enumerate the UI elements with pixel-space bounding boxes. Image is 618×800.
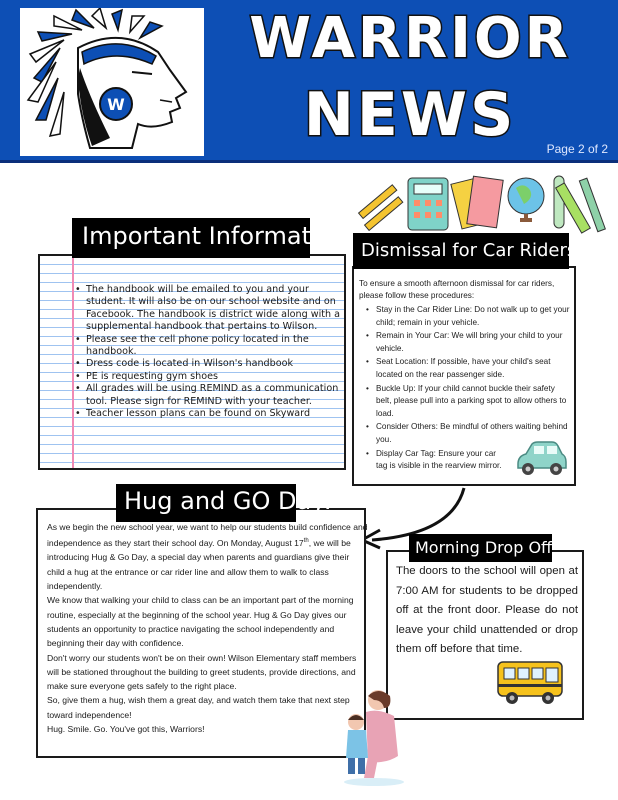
svg-text:W: W [107, 95, 125, 114]
warrior-head-icon [20, 8, 204, 156]
list-item: • Consider Others: Be mindful of others waiting behind you. [376, 421, 572, 446]
parent-child-hug-icon [338, 686, 410, 786]
school-bus-icon [494, 656, 566, 708]
school-supplies-illustration [348, 168, 610, 240]
list-item: • Remain in Your Car: We will bring your child to your vehicle. [376, 330, 572, 355]
calculator-icon [408, 178, 448, 230]
hug-and-go-text [47, 520, 369, 736]
dismissal-box [352, 266, 576, 486]
hug-paragraph-5: Hug. Smile. Go. You've got this, Warriors! [47, 724, 205, 735]
important-information-title: Important Information [72, 218, 310, 258]
hug-paragraph-1: As we begin the new school year, we want to help our students build confidence and independence as they start their school day. On Monday, August 17th, we will be introducing Hug & Go Day, a special day when parents and guardians give their child a hug at the entrance or car rider line and allow them to walk to class independently. [47, 522, 368, 592]
newsletter-title-line2: NEWS [303, 80, 517, 150]
important-information-notebook [38, 254, 346, 470]
warrior-logo [20, 8, 204, 156]
notebooks-icon [451, 176, 503, 229]
morning-drop-off-title: Morning Drop Off [409, 534, 552, 562]
hug-paragraph-4: So, give them a hug, wish them a great day, and watch them take that next step toward independence! [47, 695, 350, 720]
newsletter-header [0, 0, 618, 160]
important-information-list [86, 284, 342, 420]
list-item: • Stay in the Car Rider Line: Do not walk up to get your child; remain in your vehicle. [376, 304, 572, 329]
list-item: • Buckle Up: If your child cannot buckle their safety belt, please pull into a parking spot to allow others to load. [376, 383, 572, 421]
pencil-icon [359, 185, 403, 231]
list-item: • Please see the cell phone policy located in the handbook. [86, 334, 342, 359]
hug-and-go-box [36, 508, 366, 758]
hug-and-go-title: Hug and GO Day: [116, 484, 296, 522]
notebook-margin-line [72, 256, 74, 468]
dismissal-title: Dismissal for Car Riders [353, 233, 569, 269]
car-icon [512, 438, 568, 478]
list-item: • Dress code is located in Wilson's handbook [86, 358, 342, 370]
list-item: • PE is requesting gym shoes [86, 371, 342, 383]
list-item: • Teacher lesson plans can be found on Skyward [86, 408, 342, 420]
page-indicator: Page 2 of 2 [546, 142, 608, 156]
header-divider [0, 160, 618, 163]
newsletter-title-line1: WARRIOR [249, 6, 571, 71]
globe-icon [508, 178, 544, 222]
list-item: • The handbook will be emailed to you and your student. It will also be on our school website and on Facebook. The handbook is district wide along with a supplemental handbook that pertains to Wilson. [86, 284, 342, 334]
hug-paragraph-2: We know that walking your child to class can be an important part of the morning routine, especially at the beginning of the school year. Hug & Go Day gives our students an opportunity to practice navigating the school independently and beginning their day with confidence. [47, 595, 354, 649]
morning-drop-off-text: The doors to the school will open at 7:00 AM for students to be dropped off at the front door. Please do not leave your child unattended or drop them off before that time. [396, 565, 578, 655]
test-tube-icon [554, 176, 605, 233]
list-item: • All grades will be using REMIND as a communication tool. Please sign for REMIND with your teacher. [86, 383, 342, 408]
list-item: • Display Car Tag: Ensure your car tag is visible in the rearview mirror. [376, 448, 504, 473]
list-item: • Seat Location: If possible, have your child's seat located on the rear passenger side. [376, 356, 572, 381]
hug-paragraph-3: Don't worry our students won't be on their own! Wilson Elementary staff members will be stationed throughout the building to greet students, provide directions, and make sure everyone gets safely to the right place. [47, 652, 357, 692]
dismissal-intro: To ensure a smooth afternoon dismissal for car riders, please follow these procedures: [359, 279, 555, 300]
